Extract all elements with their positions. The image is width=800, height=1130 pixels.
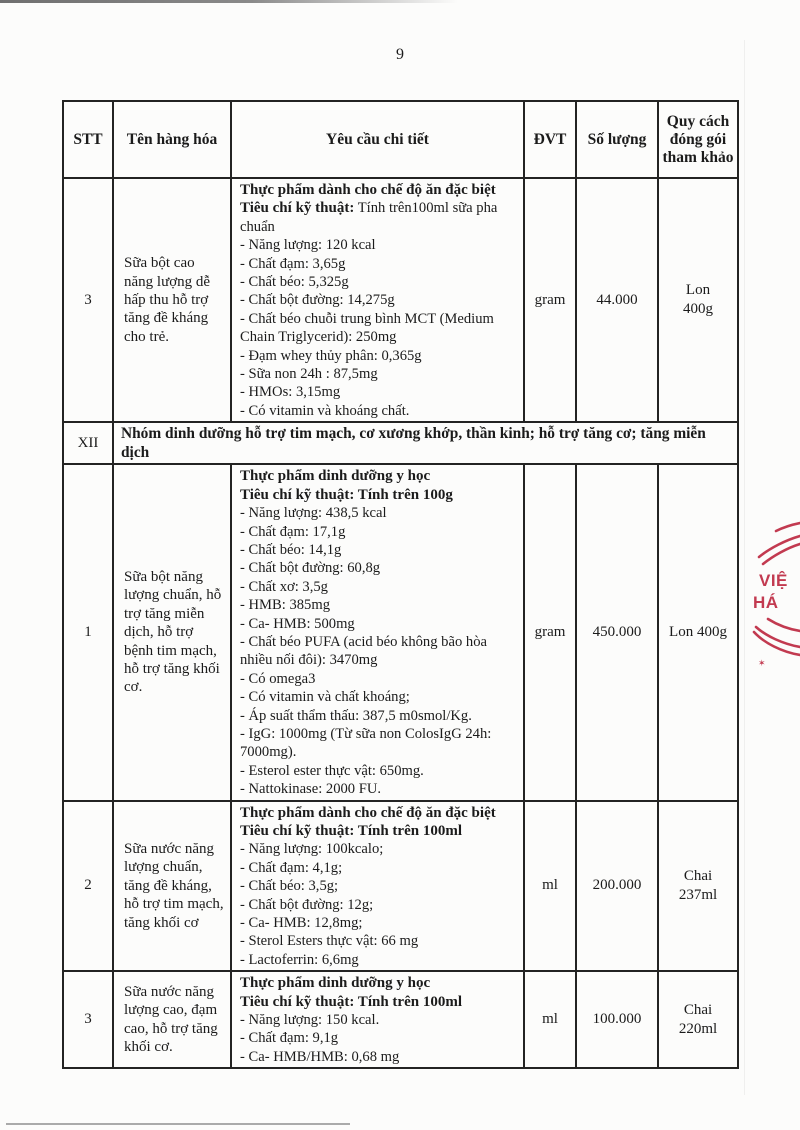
table-header: [63, 101, 738, 178]
unit-cell: gram: [524, 464, 576, 800]
header-so-luong: Số lượng: [576, 101, 658, 178]
quantity-cell: 100.000: [576, 971, 658, 1068]
detail-line: - Có vitamin và khoáng chất.: [240, 402, 410, 419]
detail-line: - Chất đạm: 3,65g: [240, 255, 346, 272]
red-stamp-partial: [750, 516, 800, 676]
packaging-cell: Chai 220ml: [658, 971, 738, 1068]
header-quy-cach: Quy cách đóng gói tham khảo: [658, 101, 738, 178]
quantity-cell: 200.000: [576, 801, 658, 972]
header-dvt: ĐVT: [524, 101, 576, 178]
detail-line: - Có omega3: [240, 670, 316, 687]
detail-line: - Lactoferrin: 6,6mg: [240, 951, 359, 968]
page-number: 9: [396, 46, 404, 63]
details-cell: [231, 464, 524, 800]
product-name-cell: Sữa nước năng lượng cao, đạm cao, hỗ trợ tăng khối cơ.: [113, 971, 231, 1068]
detail-line: - Chất bột đường: 14,275g: [240, 292, 395, 309]
product-name-cell: Sữa bột năng lượng chuẩn, hỗ trợ tăng miễn dịch, hỗ trợ bệnh tim mạch, hỗ trợ tăng khối cơ.: [113, 464, 231, 800]
detail-line: Tiêu chí kỹ thuật: Tính trên 100ml: [240, 993, 462, 1010]
detail-line: - Đạm whey thủy phân: 0,365g: [240, 347, 422, 364]
stt-cell: 3: [63, 178, 113, 422]
section-row: [63, 422, 738, 464]
section-number-cell: XII: [63, 422, 113, 464]
detail-line: Tiêu chí kỹ thuật: Tính trên100ml sữa pha chuẩn: [240, 200, 498, 235]
detail-line: - Áp suất thẩm thấu: 387,5 m0smol/Kg.: [240, 707, 472, 724]
details-cell: [231, 178, 524, 422]
section-title-cell: Nhóm dinh dưỡng hỗ trợ tim mạch, cơ xương khớp, thần kinh; hỗ trợ tăng cơ; tăng miễn dịch: [113, 422, 738, 464]
header-ten-hang-hoa: Tên hàng hóa: [113, 101, 231, 178]
product-name-cell: Sữa bột cao năng lượng dễ hấp thu hỗ trợ tăng đề kháng cho trẻ.: [113, 178, 231, 422]
scan-artifact-bottom: [6, 1123, 350, 1125]
details-cell: [231, 801, 524, 972]
table-row: [63, 178, 738, 422]
detail-line: - Năng lượng: 120 kcal: [240, 237, 376, 254]
detail-line: - Chất béo chuỗi trung bình MCT (Medium Chain Triglycerid): 250mg: [240, 310, 494, 346]
packaging-cell: Lon 400g: [658, 464, 738, 800]
header-yeu-cau-chi-tiet: Yêu cầu chi tiết: [231, 101, 524, 178]
stamp-text-fragment-1: VIỆ: [759, 571, 788, 590]
stt-cell: 1: [63, 464, 113, 800]
detail-line: Thực phẩm dinh dưỡng y học: [240, 975, 431, 992]
detail-line: - Chất béo: 5,325g: [240, 274, 349, 291]
table-body: [63, 178, 738, 1068]
details-cell: [231, 971, 524, 1068]
detail-line: - HMOs: 3,15mg: [240, 384, 341, 401]
detail-line: - Chất bột đường: 60,8g: [240, 560, 381, 577]
detail-line: - Sterol Esters thực vật: 66 mg: [240, 933, 419, 950]
stamp-seal-icon: [750, 516, 800, 676]
detail-line: - Chất đạm: 4,1g;: [240, 859, 343, 876]
detail-line: - Esterol ester thực vật: 650mg.: [240, 762, 424, 779]
detail-line: Tiêu chí kỹ thuật: Tính trên 100ml: [240, 823, 462, 839]
unit-cell: gram: [524, 178, 576, 422]
detail-line: - Sữa non 24h : 87,5mg: [240, 366, 378, 383]
detail-line: - Chất béo: 3,5g;: [240, 878, 339, 895]
detail-line: - Chất bột đường: 12g;: [240, 896, 374, 913]
detail-line: - Ca- HMB: 12,8mg;: [240, 915, 363, 932]
detail-line: - Chất đạm: 17,1g: [240, 523, 346, 540]
detail-line: - HMB: 385mg: [240, 597, 330, 614]
unit-cell: ml: [524, 971, 576, 1068]
unit-cell: ml: [524, 801, 576, 972]
detail-line: Tiêu chí kỹ thuật: Tính trên 100g: [240, 486, 453, 503]
quantity-cell: 44.000: [576, 178, 658, 422]
detail-line: - Ca- HMB/HMB: 0,68 mg: [240, 1048, 400, 1065]
detail-line: Thực phẩm dinh dưỡng y học: [240, 468, 431, 485]
product-spec-table: [62, 100, 739, 1069]
detail-line: Thực phẩm dành cho chế độ ăn đặc biệt: [240, 804, 496, 821]
table-row: [63, 464, 738, 800]
table-row: [63, 971, 738, 1068]
detail-line: - Chất đạm: 9,1g: [240, 1030, 339, 1047]
header-row: [63, 101, 738, 178]
product-name-cell: Sữa nước năng lượng chuẩn, tăng đề kháng, hỗ trợ tim mạch, tăng khối cơ: [113, 801, 231, 972]
stamp-star-icon: ✶: [758, 658, 766, 668]
detail-line: - Chất xơ: 3,5g: [240, 578, 328, 595]
detail-line: - Nattokinase: 2000 FU.: [240, 781, 382, 798]
detail-line: - Năng lượng: 438,5 kcal: [240, 505, 387, 522]
detail-line: - Năng lượng: 100kcalo;: [240, 841, 384, 858]
detail-line: - Chất béo: 14,1g: [240, 541, 342, 558]
detail-line: - Chất béo PUFA (acid béo không bão hòa nhiều nối đôi): 3470mg: [240, 633, 487, 669]
stamp-text-fragment-2: HÁ: [753, 593, 779, 612]
stt-cell: 3: [63, 971, 113, 1068]
stt-cell: 2: [63, 801, 113, 972]
detail-line: - Ca- HMB: 500mg: [240, 615, 355, 632]
detail-line: - Năng lượng: 150 kcal.: [240, 1012, 380, 1029]
scan-fold-line: [744, 40, 745, 1095]
detail-line: Thực phẩm dành cho chế độ ăn đặc biệt: [240, 182, 496, 198]
quantity-cell: 450.000: [576, 464, 658, 800]
detail-line: - IgG: 1000mg (Từ sữa non ColosIgG 24h: 7000mg).: [240, 725, 492, 761]
scan-artifact-top: [0, 0, 458, 3]
detail-line: - Có vitamin và chất khoáng;: [240, 689, 410, 706]
header-stt: STT: [63, 101, 113, 178]
table-row: [63, 801, 738, 972]
packaging-cell: Chai 237ml: [658, 801, 738, 972]
packaging-cell: Lon 400g: [658, 178, 738, 422]
